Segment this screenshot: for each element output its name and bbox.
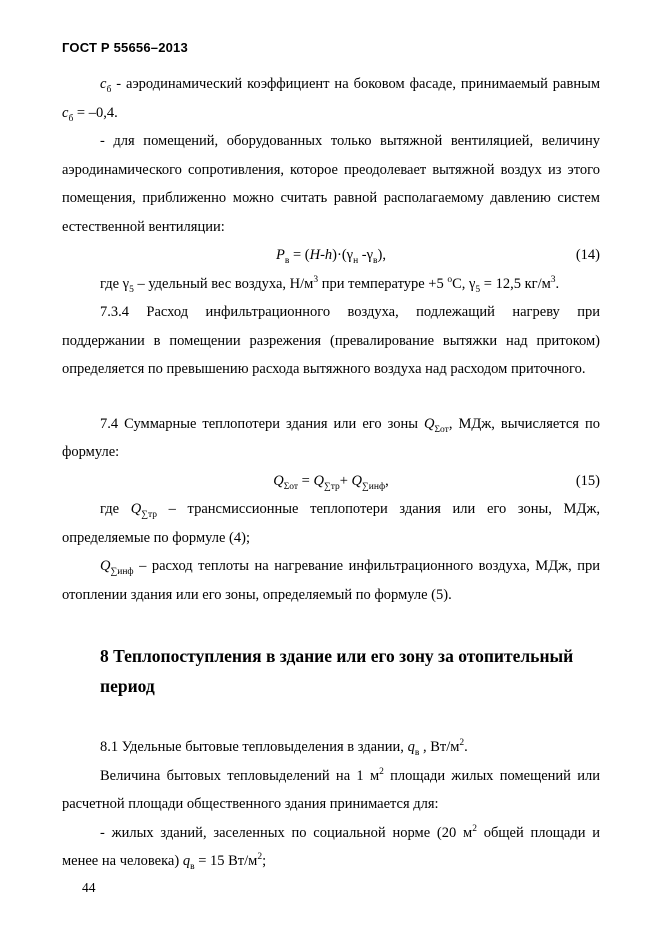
paragraph-q-transmission: где $Q_{\sum тр}$ – трансмиссионные теплопотери здания или его зоны, МДж, определяемые по формуле (4);	[62, 501, 600, 546]
formula-14-number: (14)	[575, 247, 600, 263]
section-heading: 8 Теплопоступления в здание или его зону за отопительный период	[100, 646, 574, 696]
document-code: ГОСТ Р 55656–2013	[62, 40, 188, 55]
page-body	[62, 70, 600, 876]
paragraph-household-heat: Величина бытовых тепловыделений на 1 $м^2$ площади жилых помещений или расчетной площади общественного здания принимается для:	[62, 766, 600, 812]
paragraph-7-3-4: 7.3.4 Расход инфильтрационного воздуха, подлежащий нагреву при поддержании в помещении разрежения (превалирование вытяжки над притоком) определяется по превышению расхода вытяжного воздуха над расходом приточного.	[62, 304, 600, 377]
spacer	[62, 384, 600, 410]
spacer	[62, 609, 600, 641]
formula-15-number: (15)	[575, 472, 600, 489]
paragraph-7-4: 7.4 Суммарные теплопотери здания или его зоны $Q_{\Sigma от}$, МДж, вычисляется по формуле:	[62, 415, 600, 460]
page-number: 44	[82, 880, 96, 895]
paragraph-8-1: 8.1 Удельные бытовые тепловыделения в здании, $q_в$ , $Вт/м^2$.	[100, 738, 468, 758]
paragraph-q-infiltration: $Q_{\sum инф}$ – расход теплоты на нагревание инфильтрационного воздуха, МДж, при отоплении здания или его зоны, определяемый по формуле (5).	[62, 558, 600, 603]
paragraph-air-weight: где $\gamma_5$ – удельный вес воздуха, $Н/м^3$ при температуре +5 $^о$С, $\gamma_5 = 12,5$ $кг/м^3$.	[100, 274, 560, 295]
formula-15	[62, 467, 600, 496]
spacer	[62, 701, 600, 733]
paragraph-exhaust-ventilation: - для помещений, оборудованных только вытяжной вентиляцией, величину аэродинамического сопротивления, которое преодолевает вытяжной воздух из этого помещения, приближенно можно считать равной располагаемому давлению систем естественной вентиляции:	[62, 133, 600, 235]
paragraph-residential-buildings: - жилых зданий, заселенных по социальной норме (20 $м^2$ общей площади и менее на человека) $q_в = 15$ $Вт/м^2$;	[62, 823, 601, 872]
formula-14-expression: $P_в = (H-h)\cdot(\gamma_н$ $-\gamma_в$),	[275, 247, 387, 266]
formula-14	[62, 241, 600, 270]
formula-15-expression: $Q_{\Sigma от} = Q_{\sum тр}+ Q_{\sum инф}$,	[273, 472, 389, 492]
paragraph-c-coefficient: $c_б$ - аэродинамический коэффициент на боковом фасаде, принимаемый равным $c_б = -0,4$.	[62, 76, 600, 124]
